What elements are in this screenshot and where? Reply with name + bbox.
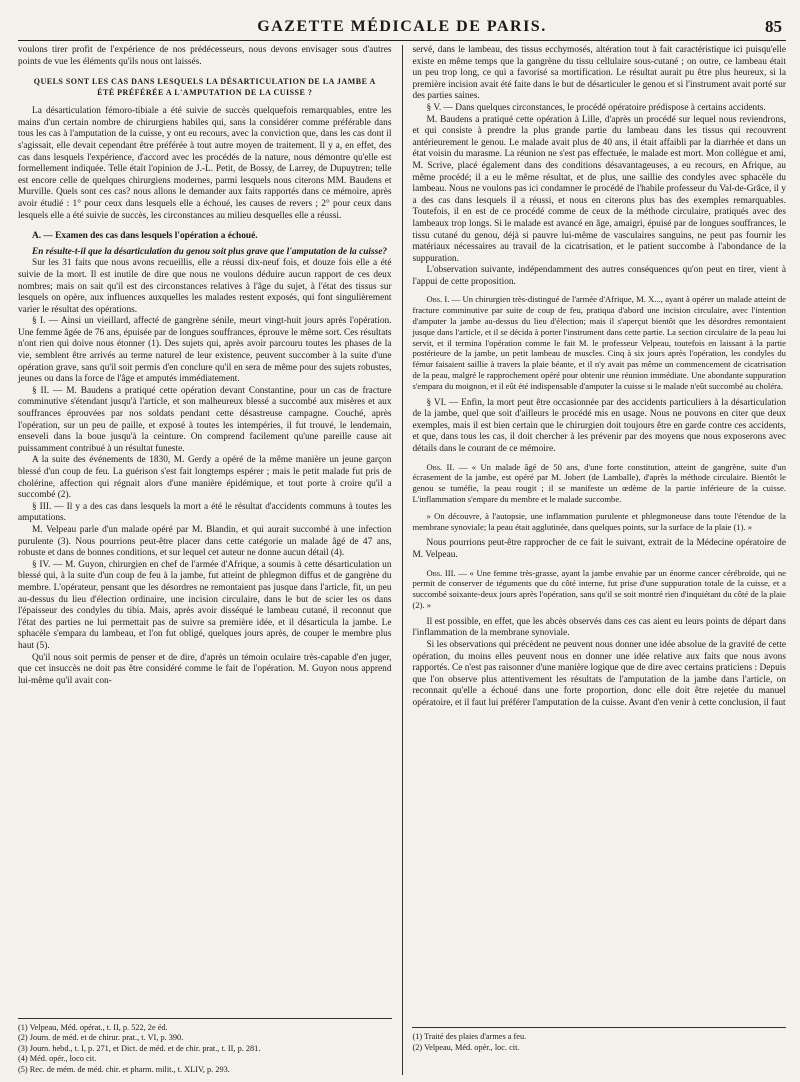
- paragraph: Sur les 31 faits que nous avons recueillis, elle a réussi dix-neuf fois, et douze fois elle a été suivie de la mort. Il est inutile de dire que nous ne voulons déduire aucun rapport de ces deux nombres; mais on sait qu'il est des circonstances relatives à l'âge du sujet, à l'état des tissus sur lesquels on opère, aux influences auxquelles les malades restent exposés, qui font singulièrement varier le résultat des opérations.: [18, 258, 392, 315]
- footnote: (2) Velpeau, Méd. opér., loc. cit.: [412, 1042, 520, 1052]
- section-paragraph: § VI. — Enfin, la mort peut être occasionnée par des accidents particuliers à la désarticulation de la jambe, quel que soit d'ailleurs le procédé mis en usage. Nous ne pouvons en citer que deux exemples, mais il est bien certain que le chirurgien doit toujours être en garde contre ces accidents, et que, dans tous les cas, il doit chercher à les prévenir par des moyens que nous exposerons avec détails dans le courant de ce mémoire.: [412, 397, 786, 455]
- subsection-title: A. — Examen des cas dans lesquels l'opération a échoué.: [32, 231, 258, 242]
- paragraph: voulons tirer profit de l'expérience de nos prédécesseurs, nous devons envisager sous d'autres points de vue les éléments qu'ils nous ont laissés.: [18, 45, 392, 67]
- section-paragraph: § III. — Il y a des cas dans lesquels la mort a été le résultat d'accidents communs à toutes les amputations.: [18, 501, 392, 524]
- footnote: (1) Traité des plaies d'armes a feu.: [412, 1032, 527, 1041]
- section-paragraph: § V. — Dans quelques circonstances, le procédé opératoire prédispose à certains accidents.: [426, 102, 766, 113]
- right-column: [402, 45, 786, 1075]
- footnote: (3) Journ. hebd., t. I, p. 271, et Dict. de méd. et de chir. prat., t. II, p. 281.: [18, 1043, 261, 1053]
- paragraph: Qu'il nous soit permis de penser et de dire, d'après un témoin oculaire très-capable d'en juger, que cet insuccès ne doit pas être considéré comme le fait de l'opération. M. Guyon nous apprend lui-même qu'il avait con-: [18, 652, 392, 686]
- page-header: [18, 12, 786, 41]
- paragraph: Nous pourrions peut-être rapprocher de ce fait le suivant, extrait de la Médecine opératoire de M. Velpeau.: [412, 538, 786, 560]
- paragraph: M. Velpeau parle d'un malade opéré par M. Blandin, et qui aurait succombé à une infection purulente (3). Nous pourrions peut-être placer dans cette catégorie un malade âgé de 47 ans, robuste et dans de bonnes conditions, et sur lequel cet auteur ne donne aucun détail (4).: [18, 524, 392, 559]
- paragraph: A la suite des événements de 1830, M. Gerdy a opéré de la même manière un jeune garçon blessé d'un coup de feu. La guérison s'est fait longtemps espérer ; mais le petit malade fut pris de cholérine, affection qui régnait alors d'une manière épidémique, et tout porte à croire qu'il a succombé (2).: [18, 455, 392, 501]
- left-column: [18, 45, 402, 1075]
- journal-title: GAZETTE MÉDICALE DE PARIS.: [257, 18, 547, 35]
- footnote: (2) Journ. de méd. et de chirur. prat., t. VI, p. 390.: [18, 1033, 184, 1042]
- observation-2: [412, 462, 786, 505]
- observation-text: — Un chirurgien très-distingué de l'armée d'Afrique, M. X..., ayant à opérer un malade atteint de fracture comminutive par suite de coup de feu, pratiqua d'abord une incision circulaire, avec l'intention d'amputer la jambe au-dessus du lieu d'élection; mais il s'aperçut bientôt que les désordres remontaient jusque dans l'article, et il se décida à porter l'instrument dans cette partie. La section circulaire de la peau lui servit, et il termina l'opération comme le fait M. le professeur Velpeau, toutefois en laissant à la partie postérieure de la jambe, un petit lambeau de muscles. Cinq à six jours après l'opération, les condyles du fémur faisaient saillie à travers la plaie béante, et il n'y avait pas même un commencement de cicatrisation de la peau, malgré le rapprochement opéré pour obtenir une réunion immédiate. Une abondante suppuration s'empara du moignon, et il eût été indispensable d'amputer la cuisse si le malade n'eût succombé au choléra.: [412, 294, 786, 391]
- footnote: (4) Méd. opér., loco cit.: [18, 1054, 97, 1063]
- observation-text: — « Un malade âgé de 50 ans, d'une forte constitution, atteint de gangrène, suite d'un écrasement de la jambe, est opéré par M. Jobert (de Lamballe), d'après la méthode circulaire. Bientôt le genou se tuméfie, la peau rougit ; il se manifeste un œdème de la partie inférieure de la cuisse. L'inflammation s'empare du membre et le malade succombe.: [412, 461, 786, 504]
- footnotes-right: [412, 1027, 786, 1053]
- observation-label: Obs. II.: [426, 461, 455, 472]
- paragraph: L'observation suivante, indépendamment des autres conséquences qu'on peut en tirer, vient à l'appui de cette proposition.: [412, 265, 786, 287]
- observation-3: [412, 568, 786, 611]
- question-paragraph: En résulte-t-il que la désarticulation du genou soit plus grave que l'amputation de la cuisse?: [32, 246, 388, 257]
- section-heading: QUELS SONT LES CAS DANS LESQUELS LA DÉSARTICULATION DE LA JAMBE A ÉTÉ PRÉFÉRÉE A L'AMPUTATION DE LA CUISSE ?: [33, 77, 376, 98]
- observation-2-continued: » On découvre, à l'autopsie, une inflammation purulente et phlegmoneuse dans toute l'étendue de la membrane synoviale; la peau était agglutinée, dans quelques points, sur la surface de la plaie (1). »: [412, 510, 786, 532]
- page-number: 85: [765, 17, 782, 36]
- section-paragraph: § II. — M. Baudens a pratiqué cette opération devant Constantine, pour un cas de fracture comminutive s'étendant jusqu'à l'article, et son malheureux blessé a succombé aux misères et aux souffrances éprouvées par nos soldats pendant cette désastreuse campagne. Couché, après l'opération, sur un peu de paille, et exposé à toutes les intempéries, il fut trouvé, le lendemain, enseveli dans la boue jusqu'à la ceinture. On comprend facilement qu'une pareille cause ait puissamment contribué à un résultat funeste.: [18, 385, 392, 454]
- footnotes-left: [18, 1018, 392, 1076]
- section-paragraph: § IV. — M. Guyon, chirurgien en chef de l'armée d'Afrique, a soumis à cette désarticulation un blessé qui, à la suite d'un coup de feu à la jambe, fut atteint de phlegmon diffus et de gangrène du membre. L'opérateur, pensant que les désordres ne remontaient pas jusque dans l'article, fit, un peu au-dessus du lieu d'élection ordinaire, une incision circulaire, dans le but de scier les os dans l'épaisseur des condyles du tibia. Mais, après avoir disséqué le lambeau cutané, il reconnut que l'état des parties ne lui permettait pas de suivre sa première idée, et il désarticula la jambe. Le sphacèle s'empara du lambeau, et l'on fut obligé, quelques jours après, de couper le membre plus haut (5).: [18, 559, 392, 651]
- section-paragraph: § I. — Ainsi un vieillard, affecté de gangrène sénile, meurt vingt-huit jours après l'opération. Une femme âgée de 76 ans, épuisée par de longues souffrances, éprouve le même sort. Ces résultats n'ont rien qui doive nous étonner (1). Des sujets qui, après avoir parcouru toutes les phases de la vie, semblent être arrivés au terme naturel de leur existence, peuvent succomber à la suite d'une opération grave, sans qu'il soit permis d'en conclure qu'il en sera de même pour des sujets robustes, jeunes ou dans la force de l'âge et amputés immédiatement.: [18, 316, 392, 385]
- paragraph: servé, dans le lambeau, des tissus ecchymosés, altération tout à fait caractéristique ici puisqu'elle existe en même temps que la gangrène du tissu cellulaire sous-cutané ; on outre, ce lambeau était un peu trop long, ce qui a favorisé sa mortification. Le résultat aurait pu être plus heureux, si la première incision avait été faite dans le but de désarticuler le genou et si l'instrument avait porté sur des parties saines.: [412, 45, 786, 102]
- paragraph: Il est possible, en effet, que les abcès observés dans ces cas aient eu leurs points de départ dans l'inflammation de la membrane synoviale.: [412, 616, 786, 639]
- paragraph: M. Baudens a pratiqué cette opération à Lille, d'après un procédé sur lequel nous reviendrons, et qui consiste à prendre la plus grande partie du lambeau dans les tissus qui recouvrent antérieurement le genou. Le malade avait plus de 40 ans, il était affaibli par la diarrhée et dans un état voisin du marasme. La réunion ne s'est pas effectuée, le malade est mort. Mon collègue et ami, M. Scrive, placé également dans des conditions désavantageuses, a eu recours, en Afrique, au même procédé; il a eu le même résultat, et de plus, une saillie des condyles avec sphacèle du lambeau. Nous ne voulons pas ici condamner le procédé de l'habile professeur du Val-de-Grâce, il y a des cas dans lesquels il a réussi, et nous en citerons plus bas des exemples remarquables. Toutefois, il en est de ce procédé comme de ceux de la méthode circulaire, pratiqués avec des lambeaux trop longs. Si le malade est avancé en âge, amaigri, épuisé par de longues souffrances, le tissu cutané du genou, déjà si pauvre lui-même de vasculaires sanguins, ne peut pas fournir les matériaux nécessaires au travail de la cicatrisation, et le patient succombe à l'abondance de la suppuration.: [412, 114, 786, 264]
- footnote: (5) Rec. de mém. de méd. chir. et pharm. milit., t. XLIV, p. 293.: [18, 1064, 230, 1074]
- columns: [18, 45, 786, 1075]
- observation-label: Obs. I.: [426, 294, 450, 305]
- footnote: (1) Velpeau, Méd. opérat., t. II, p. 522, 2e éd.: [18, 1022, 168, 1032]
- observation-text: — « Une femme très-grasse, ayant la jambe envahie par un énorme cancer cérébroïde, qui ne permit de conserver de téguments que du côté interne, fut prise d'une suppuration totale de la cuisse, et a succombé soixante-deux jours après l'opération, sans qu'il se soit montré rien d'inquiétant du côté de la plaie (2). »: [412, 567, 786, 610]
- paragraph: La désarticulation fémoro-tibiale a été suivie de succès quelquefois remarquables, entre les mains d'un certain nombre de chirurgiens habiles qui, sans la considérer comme préférable dans tous les cas à l'amputation de la cuisse, y ont eu recours, avec la conviction que, dans les cas dont il s'agissait, elle devait cependant être préférée à tout autre moyen de traitement. Il y a, en effet, des cas dans lesquels l'expérience, d'accord avec les procédés de la nature, nous démontre qu'elle est formellement indiquée. Telle était l'opinion de J.-L. Petit, de Bossy, de Larrey, de Dupuytren; telle est encore celle de quelques chirurgiens modernes, parmi lesquels nous citerons MM. Baudens et Murville. Quels sont ces cas? nous allons le demander aux faits rapportés dans ce mémoire, après avoir étudié : 1° pour ceux dans lesquels elle a échoué, les causes de revers ; 2° pour ceux dans lesquels elle a été suivie de succès, les circonstances au milieu desquelles elle a réussi.: [18, 106, 392, 221]
- observation-1: [412, 294, 786, 391]
- observation-label: Obs. III.: [426, 567, 456, 578]
- paragraph: Si les observations qui précèdent ne peuvent nous donner une idée absolue de la gravité de cette opération, du moins elles peuvent nous en donner une idée relative aux faits que nous avons rapportés. Ce n'est pas raisonner d'une manière logique que de dire avec certains praticiens : Depuis que l'on observe plus attentivement les résultats de l'amputation de la jambe dans l'article, on reconnait qu'elle a échoué dans une forte proportion, donc elle doit être rejetée du manuel opératoire, et il faut lui préférer l'amputation de la cuisse. Avant d'en venir à cette conclusion, il faut: [412, 639, 786, 708]
